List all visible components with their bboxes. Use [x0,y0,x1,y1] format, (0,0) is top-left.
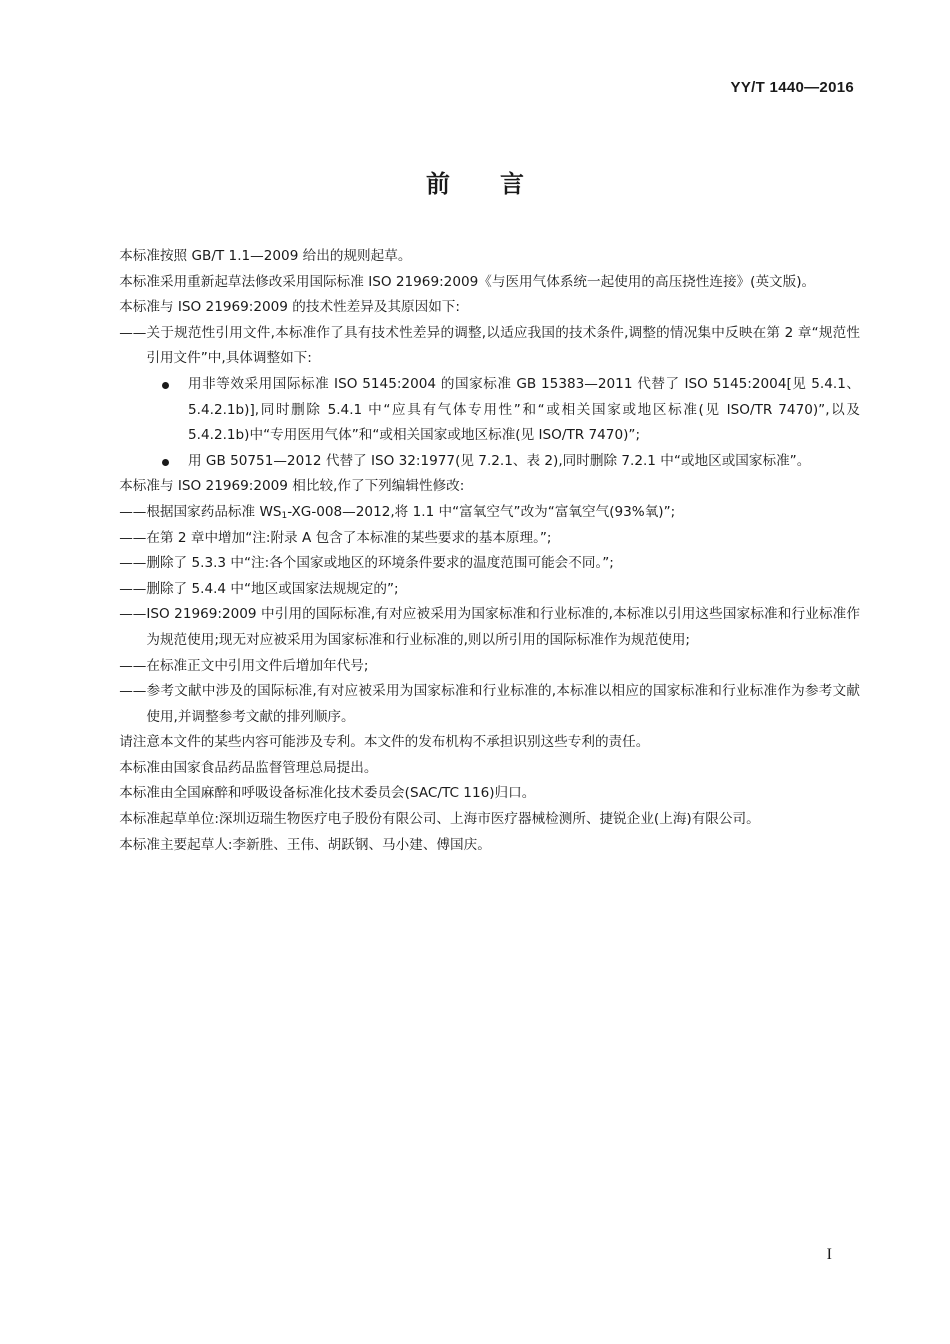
bullet-item-iso32 [164,449,860,475]
bullet-dot-icon [162,459,169,466]
dash-item-bibliography: ——参考文献中涉及的国际标准,有对应被采用为国家标准和行业标准的,本标准以相应的国家标准和行业标准作为参考文献使用,并调整参考文献的排列顺序。 [119,683,860,725]
bullet-item-iso5145 [164,372,860,449]
dash-item-delete-533: ——删除了 5.3.3 中“注:各个国家或地区的环境条件要求的温度范围可能会不同。”; [119,555,614,572]
foreword-body [92,244,860,858]
dash-item-annex-note: ——在第 2 章中增加“注:附录 A 包含了本标准的某些要求的基本原理。”; [119,529,552,546]
paragraph-adoption: 本标准采用重新起草法修改采用国际标准 ISO 21969:2009《与医用气体系统一起使用的高压挠性连接》(英文版)。 [119,273,816,290]
paragraph-drafters: 本标准主要起草人:李新胜、王伟、胡跃钢、马小建、傅国庆。 [119,836,491,853]
dash-item-delete-544: ——删除了 5.4.4 中“地区或国家法规规定的”; [119,580,399,597]
bullet-text: 用 GB 50751—2012 代替了 ISO 32:1977(见 7.2.1、表 2),同时删除 7.2.1 中“或地区或国家标准”。 [188,452,811,469]
paragraph-drafting-rules: 本标准按照 GB/T 1.1—2009 给出的规则起草。 [119,248,412,264]
dash-item-oxygen-air [119,500,860,526]
bullet-dot-icon [162,382,169,389]
standard-number: YY/T 1440—2016 [730,79,854,96]
dash-text-post: -XG-008—2012,将 1.1 中“富氧空气”改为“富氧空气(93%氧)”; [287,503,676,520]
bullet-text: 用非等效采用国际标准 ISO 5145:2004 的国家标准 GB 15383—2011 代替了 ISO 5145:2004[见 5.4.1、5.4.2.1b)],同时删除 5.4.1 中“应具有气体专用性”和“或相关国家或地区标准(见 ISO/TR 7470)”,以及 5.4.2.1b)中“专用医用气体”和“或相关国家或地区标准(见 ISO/TR 7470)”; [188,375,860,444]
dash-text-pre: ——根据国家药品标准 WS [119,503,282,520]
dash-item-normative-references: ——关于规范性引用文件,本标准作了具有技术性差异的调整,以适应我国的技术条件,调整的情况集中反映在第 2 章“规范性引用文件”中,具体调整如下: [119,324,860,367]
paragraph-proposed-by: 本标准由国家食品药品监督管理总局提出。 [119,759,378,776]
dash-item-normative-usage: ——ISO 21969:2009 中引用的国际标准,有对应被采用为国家标准和行业标准的,本标准以引用这些国家标准和行业标准作为规范使用;现无对应被采用为国家标准和行业标准的,则以所引用的国际标准作为规范使用; [119,606,860,648]
paragraph-patent-notice: 请注意本文件的某些内容可能涉及专利。本文件的发布机构不承担识别这些专利的责任。 [119,734,650,751]
paragraph-technical-differences: 本标准与 ISO 21969:2009 的技术性差异及其原因如下: [119,299,460,316]
page-number: I [826,1246,832,1263]
dash-item-year-codes: ——在标准正文中引用文件后增加年代号; [119,657,369,674]
paragraph-drafting-units: 本标准起草单位:深圳迈瑞生物医疗电子股份有限公司、上海市医疗器械检测所、捷锐企业(上海)有限公司。 [119,811,760,828]
page-title: 前言 [426,170,574,198]
subscript: 1 [281,510,288,521]
paragraph-under-jurisdiction: 本标准由全国麻醉和呼吸设备标准化技术委员会(SAC/TC 116)归口。 [119,785,536,802]
paragraph-editorial-changes: 本标准与 ISO 21969:2009 相比较,作了下列编辑性修改: [119,478,465,495]
